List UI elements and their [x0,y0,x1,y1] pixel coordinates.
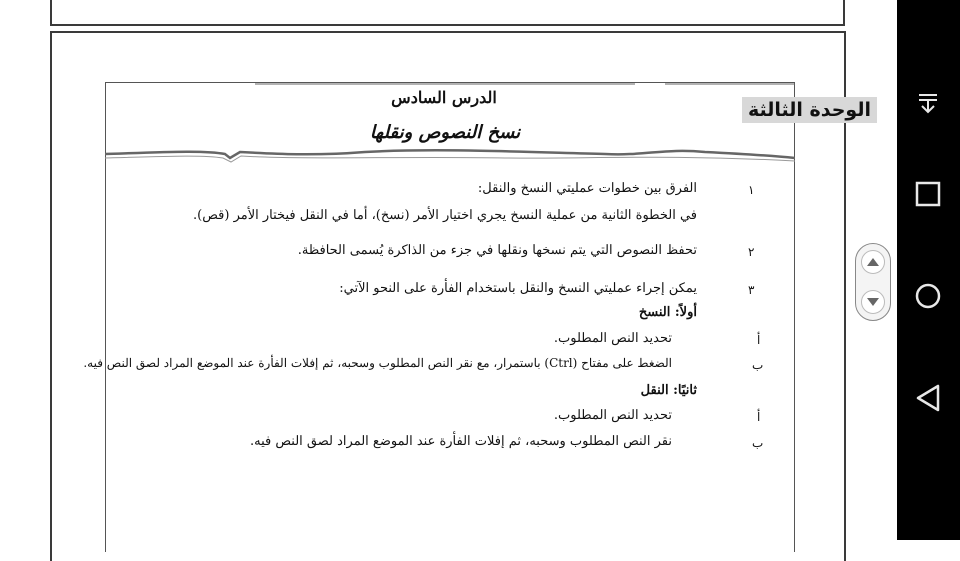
sub-marker: ب [752,436,764,450]
scroll-up-icon[interactable] [861,250,885,274]
item-text: في الخطوة الثانية من عملية النسخ يجري اختيار الأمر (نسخ)، أما في النقل فيختار الأمر (قص). [193,208,697,223]
sub-text: الضغط على مفتاح (Ctrl) باستمرار، مع نقر النص المطلوب وسحبه، ثم إفلات الفأرة عند الموضع المراد لصق النص فيه. [83,356,672,370]
sub-text: تحديد النص المطلوب. [553,408,672,423]
item-text: يمكن إجراء عمليتي النسخ والنقل باستخدام الفأرة على النحو الآتي: [339,281,697,296]
item-number: ٢ [748,245,755,259]
recents-icon[interactable] [911,177,945,211]
sub-marker: ب [752,358,764,372]
previous-page [50,0,845,26]
home-icon[interactable] [911,279,945,313]
scroll-down-icon[interactable] [861,290,885,314]
sub-marker: أ [757,410,761,424]
unit-title: الوحدة الثالثة [742,97,877,123]
sub-marker: أ [757,333,761,347]
section-heading-move: ثانيًا: النقل [640,383,697,398]
sub-text: نقر النص المطلوب وسحبه، ثم إفلات الفأرة عند الموضع المراد لصق النص فيه. [250,434,672,449]
page-scroll-widget[interactable] [855,243,891,321]
lesson-number: الدرس السادس [391,88,497,107]
notification-pull-icon[interactable] [911,86,945,120]
lesson-title: نسخ النصوص ونقلها [369,122,521,143]
android-nav-bar [897,0,960,540]
item-text: الفرق بين خطوات عمليتي النسخ والنقل: [477,181,697,196]
item-number: ١ [748,183,755,197]
section-heading-copy: أولاً: النسخ [638,305,697,320]
sub-text: تحديد النص المطلوب. [553,331,672,346]
back-icon[interactable] [911,381,945,415]
item-text: تحفظ النصوص التي يتم نسخها ونقلها في جزء من الذاكرة يُسمى الحافظة. [297,243,697,258]
item-number: ٣ [748,283,755,297]
